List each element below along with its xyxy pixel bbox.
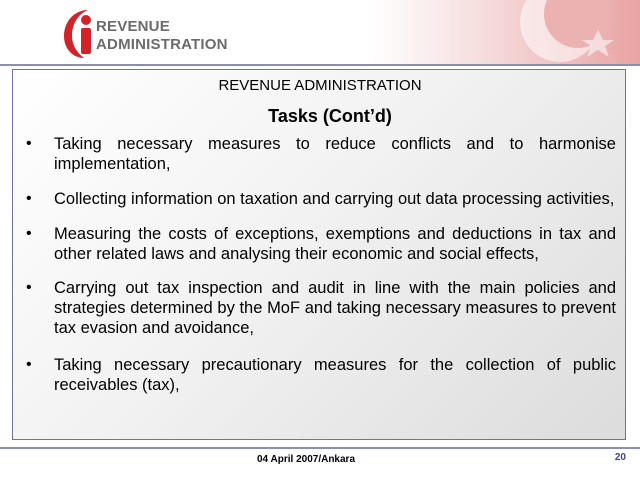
list-item: [24, 224, 616, 264]
bullet-icon: •: [26, 279, 32, 296]
organization-title: REVENUE ADMINISTRATION: [218, 77, 422, 94]
task-bullet-list: [24, 134, 616, 410]
bullet-text: Taking necessary precautionary measures for the collection of public receivables (tax),: [54, 356, 616, 394]
slide-header: [0, 0, 640, 66]
revenue-administration-logo-icon: [62, 6, 96, 60]
list-item: [24, 278, 616, 338]
bullet-icon: •: [26, 190, 32, 207]
bullet-icon: •: [26, 135, 32, 152]
list-item: [24, 355, 616, 395]
list-item: [24, 134, 616, 174]
bullet-text: Measuring the costs of exceptions, exemptions and deductions in tax and other related laws and analysing their economic and social effects,: [54, 225, 616, 263]
footer-divider: [0, 447, 640, 449]
slide-title: Tasks (Cont’d): [268, 106, 392, 126]
page-number: 20: [614, 452, 626, 463]
logo-wordmark: [96, 18, 228, 54]
bullet-icon: •: [26, 225, 32, 242]
bullet-text: Taking necessary measures to reduce conflicts and to harmonise implementation,: [54, 135, 616, 173]
bullet-text: Collecting information on taxation and carrying out data processing activities,: [54, 190, 615, 208]
footer-date-place: 04 April 2007/Ankara: [256, 454, 356, 465]
list-item: [24, 189, 616, 209]
bullet-text: Carrying out tax inspection and audit in line with the main policies and strategies determined by the MoF and taking necessary measures to prevent tax evasion and avoidance,: [54, 279, 616, 337]
logo-line-1: REVENUE: [96, 18, 170, 35]
logo-line-2: ADMINISTRATION: [96, 36, 228, 53]
header-divider: [0, 64, 640, 66]
bullet-icon: •: [26, 356, 32, 373]
